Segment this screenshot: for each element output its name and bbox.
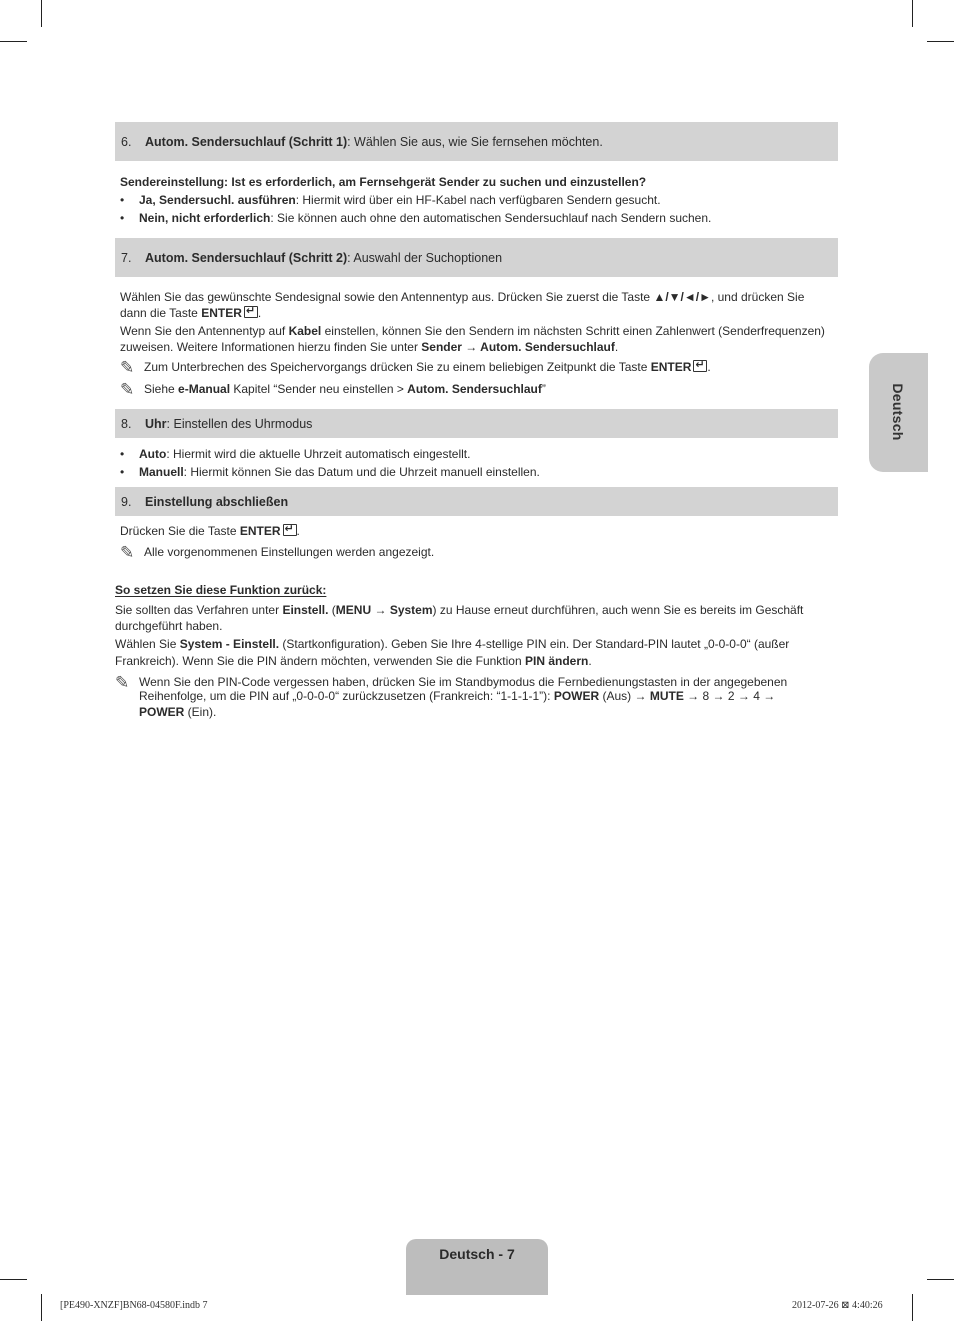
list-item: • Manuell: Hiermit können Sie das Datum und die Uhrzeit manuell einstellen.: [120, 465, 540, 479]
step-9-bar: [115, 487, 838, 516]
list-item: • Ja, Sendersuchl. ausführen: Hiermit wird über ein HF-Kabel nach verfügbaren Sendern gesucht.: [120, 193, 661, 207]
note: ✎ Siehe e-Manual Kapitel “Sender neu einstellen > Autom. Sendersuchlauf”: [120, 380, 546, 399]
crop-mark: [912, 0, 913, 27]
page-number-tab: [406, 1239, 548, 1295]
step-keyword: Uhr: [145, 416, 167, 431]
step-keyword: Einstellung abschließen: [145, 494, 289, 509]
enter-key-icon: [283, 524, 297, 536]
page-number-label: Deutsch - 7: [439, 1246, 515, 1262]
note-continuation: POWER (Ein).: [139, 705, 217, 719]
crop-mark: [0, 1279, 27, 1280]
paragraph-line: dann die Taste ENTER↵ .: [120, 305, 261, 321]
step-keyword: Autom. Sendersuchlauf (Schritt 1): [145, 134, 348, 149]
paragraph-line: Wählen Sie System - Einstell. (Startkonfiguration). Geben Sie Ihre 4-stellige PIN ein. Der Standard-PIN lautet „0-0-0-0“ (außer: [115, 637, 790, 651]
pencil-note-icon: ✎: [120, 358, 135, 377]
paragraph-line: durchgeführt haben.: [115, 619, 223, 633]
step-number: 7.: [121, 250, 132, 265]
note: ✎ Wenn Sie den PIN-Code vergessen haben, drücken Sie im Standbymodus die Fernbedienungstasten in der angegebenen: [115, 673, 788, 692]
pencil-note-icon: ✎: [120, 543, 135, 562]
note: ✎ Alle vorgenommenen Einstellungen werden angezeigt.: [120, 543, 435, 562]
footer-file-name: [PE490-XNZF]BN68-04580F.indb 7: [60, 1300, 208, 1311]
footer-timestamp: 2012-07-26 ⊠ 4:40:26: [792, 1300, 883, 1311]
enter-key-icon: [244, 306, 258, 318]
enter-key-icon: [693, 360, 707, 372]
crop-mark: [927, 1279, 954, 1280]
crop-mark: [0, 41, 27, 42]
paragraph-line: Frankreich). Wenn Sie die PIN ändern möchten, verwenden Sie die Funktion PIN ändern.: [115, 654, 592, 668]
language-side-tab: [869, 353, 928, 472]
paragraph-line: Wählen Sie das gewünschte Sendesignal sowie den Antennentyp aus. Drücken Sie zuerst die Taste ▲/▼/◄/►, und drücken Sie: [120, 290, 805, 304]
channel-question: Sendereinstellung: Ist es erforderlich, am Fernsehgerät Sender zu suchen und einzustellen?: [120, 175, 647, 189]
note-continuation: Reihenfolge, um die PIN auf „0-0-0-0“ zurückzusetzen (Frankreich: “1-1-1-1”): POWER (Aus) → MUTE → 8 → 2 → 4 →: [139, 689, 776, 703]
pencil-note-icon: ✎: [120, 380, 135, 399]
step-8-bar: [115, 409, 838, 438]
step-number: 6.: [121, 134, 132, 149]
side-tab-label: Deutsch: [890, 383, 906, 441]
crop-mark: [41, 1294, 42, 1321]
step-number: 9.: [121, 494, 132, 509]
step-text: : Auswahl der Suchoptionen: [347, 250, 503, 265]
crop-mark: [912, 1294, 913, 1321]
list-item: • Nein, nicht erforderlich: Sie können auch ohne den automatischen Sendersuchlauf nach Sendern suchen.: [120, 211, 712, 225]
note: ✎ Zum Unterbrechen des Speichervorgangs drücken Sie zu einem beliebigen Zeitpunkt die Taste ENTER↵ .: [120, 359, 711, 375]
step-keyword: Autom. Sendersuchlauf (Schritt 2): [145, 250, 348, 265]
list-item: • Auto: Hiermit wird die aktuelle Uhrzeit automatisch eingestellt.: [120, 447, 471, 461]
step-7-bar: [115, 238, 838, 277]
step-text: : Einstellen des Uhrmodus: [166, 416, 313, 431]
paragraph-line: zuweisen. Weitere Informationen hierzu finden Sie unter Sender → Autom. Sendersuchlauf.: [120, 340, 619, 354]
step-text: : Wählen Sie aus, wie Sie fernsehen möchten.: [347, 134, 603, 149]
step-6-bar: [115, 122, 838, 161]
reset-heading: So setzen Sie diese Funktion zurück:: [115, 583, 327, 597]
paragraph-line: Wenn Sie den Antennentyp auf Kabel einstellen, können Sie den Sendern im nächsten Schritt einen Zahlenwert (Senderfrequenzen): [120, 324, 825, 338]
crop-mark: [41, 0, 42, 27]
paragraph-line: Drücken Sie die Taste ENTER↵ .: [120, 523, 300, 539]
crop-mark: [927, 41, 954, 42]
step-number: 8.: [121, 416, 132, 431]
pencil-note-icon: ✎: [115, 673, 130, 692]
paragraph-line: Sie sollten das Verfahren unter Einstell. (MENU → System) zu Hause erneut durchführen, auch wenn Sie es bereits im Geschäft: [115, 603, 804, 617]
